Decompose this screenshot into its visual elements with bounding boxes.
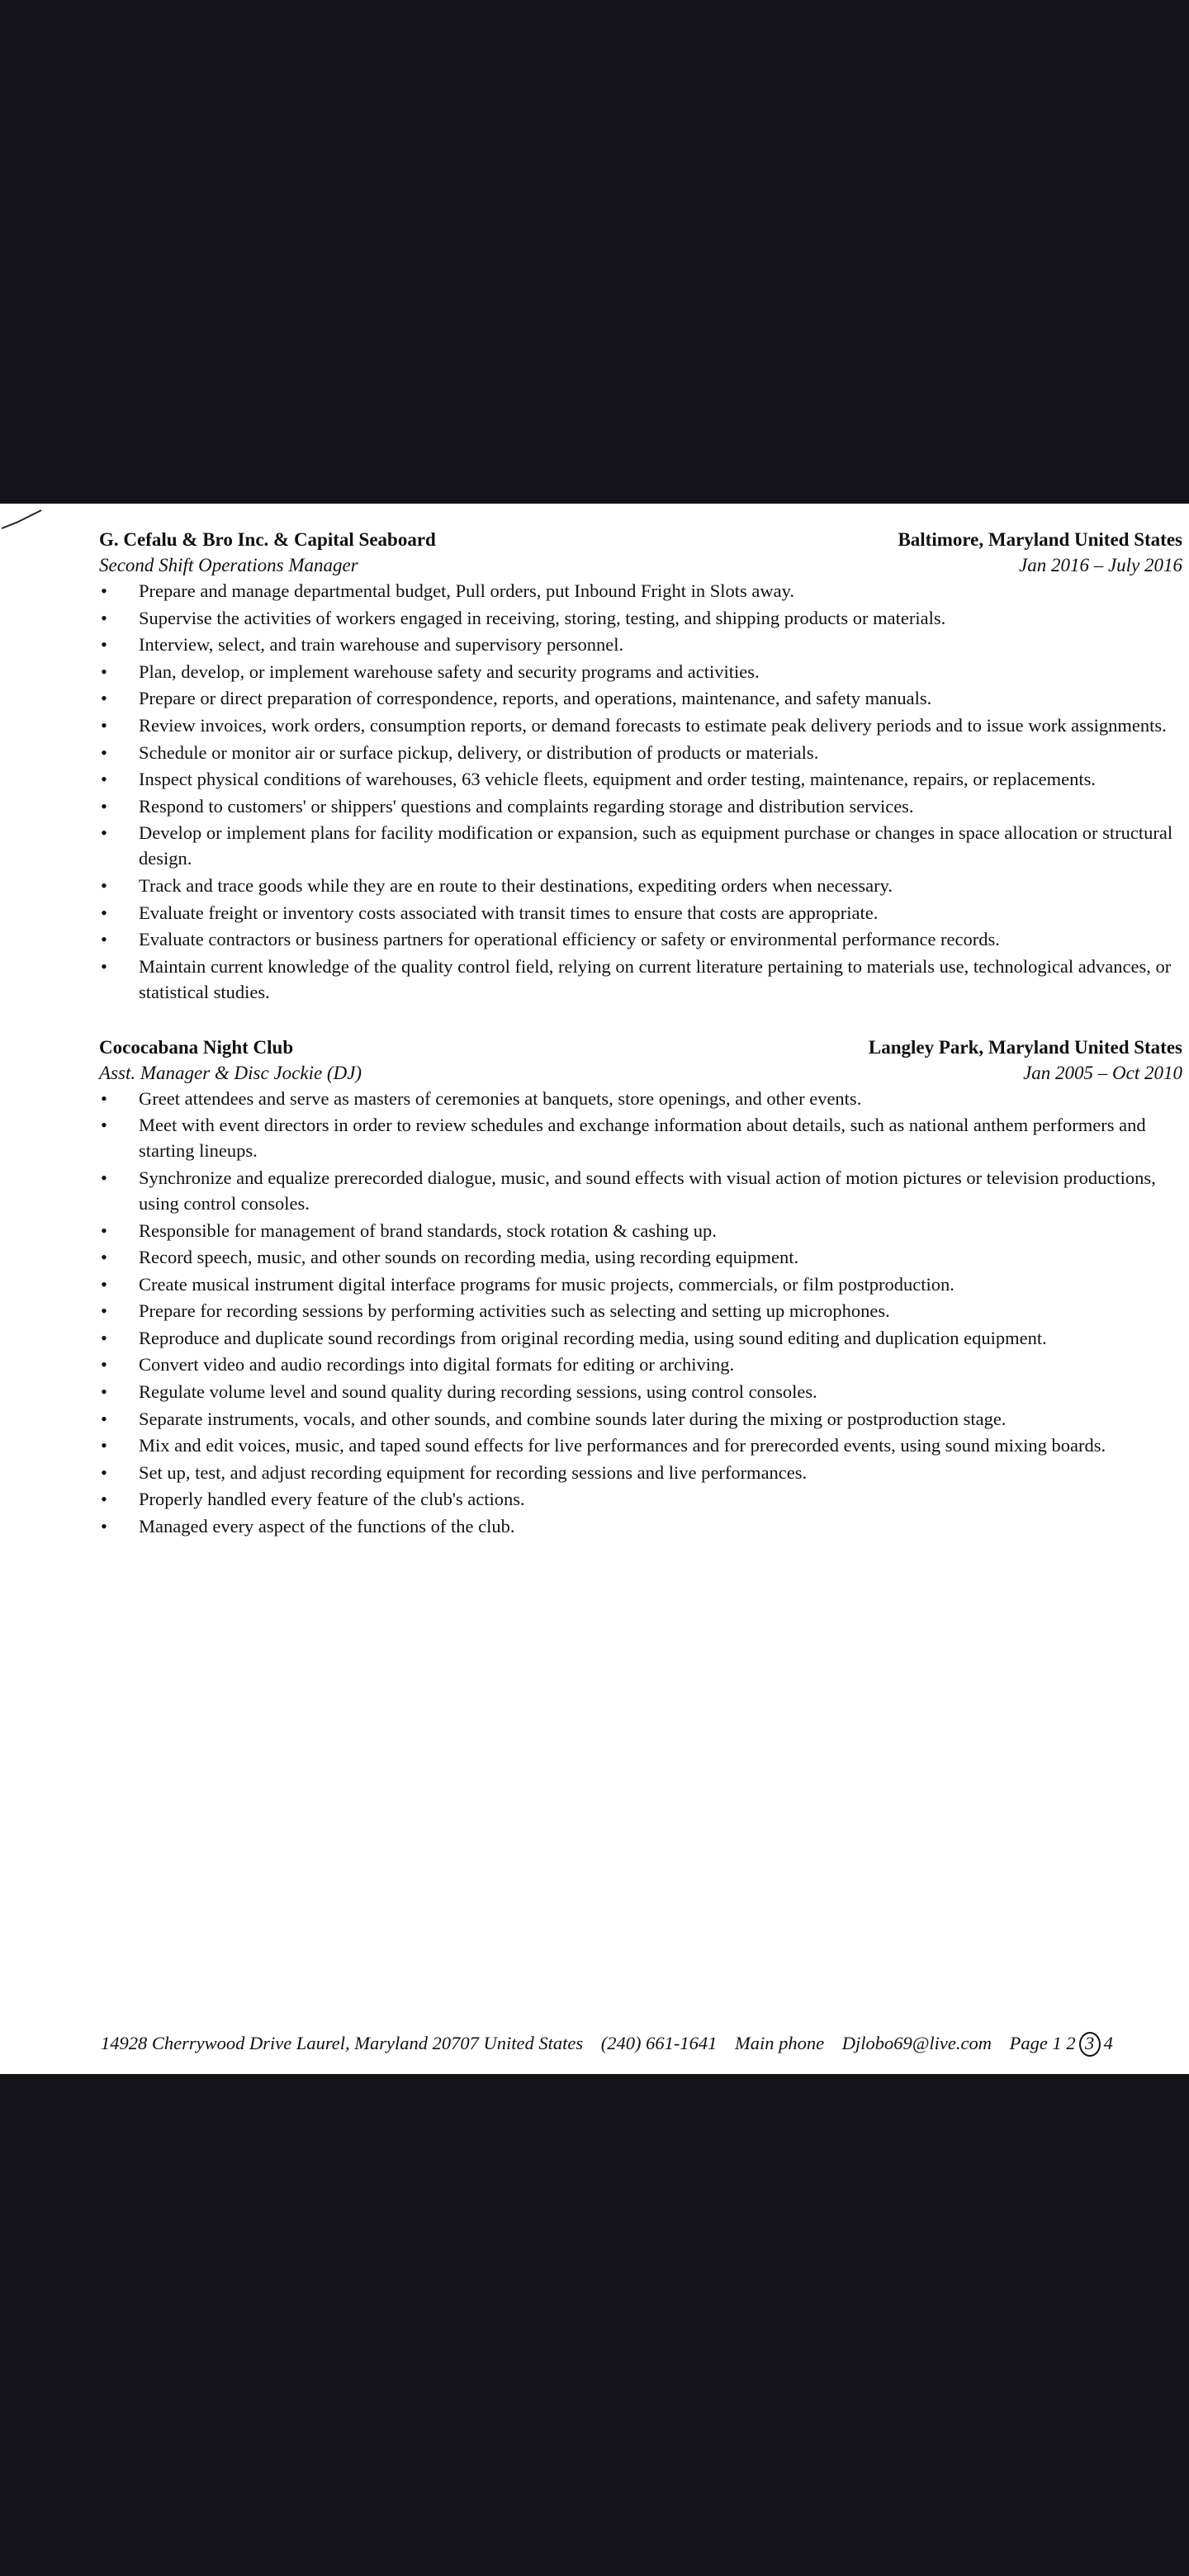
duty-item <box>99 1298 1182 1324</box>
bullet-icon: • <box>101 1516 107 1537</box>
dark-background-top <box>0 0 1189 504</box>
duty-item <box>99 1165 1182 1216</box>
footer-phone-label: Main phone <box>734 2033 825 2053</box>
job-subheader <box>99 553 1182 578</box>
duty-item <box>99 713 1182 738</box>
resume-page <box>0 504 1189 2074</box>
duty-text: Plan, develop, or implement warehouse safety and security programs and activities. <box>139 661 760 682</box>
duty-item <box>99 820 1182 871</box>
bullet-icon: • <box>101 1408 107 1429</box>
duty-item <box>99 1486 1182 1512</box>
duty-item <box>99 659 1182 684</box>
duty-text: Develop or implement plans for facility modification or expansion, such as equipment purchase or changes in space allocation or structural design. <box>139 822 1173 869</box>
duty-text: Inspect physical conditions of warehouses, 63 vehicle fleets, equipment and order testing, maintenance, repairs, or replacements. <box>139 769 1096 790</box>
job-dates: Jan 2016 – July 2016 <box>1018 555 1182 575</box>
duty-item <box>99 954 1182 1005</box>
duty-item <box>99 578 1182 604</box>
bullet-icon: • <box>101 1300 107 1322</box>
duties-list <box>99 1086 1182 1539</box>
duty-text: Create musical instrument digital interface programs for music projects, commercials, or film postproduction. <box>139 1273 955 1295</box>
page-footer <box>101 2031 1189 2057</box>
job-location: Langley Park, Maryland United States <box>868 1036 1182 1058</box>
duty-item <box>99 605 1182 631</box>
duty-item <box>99 685 1182 711</box>
job-subheader <box>99 1061 1182 1086</box>
footer-page-2: 2 <box>1066 2033 1076 2053</box>
bullet-icon: • <box>101 1167 107 1188</box>
bullet-icon: • <box>101 874 107 896</box>
duty-text: Schedule or monitor air or surface pickup, delivery, or distribution of products or materials. <box>139 741 819 763</box>
bullet-icon: • <box>101 1087 107 1109</box>
footer-address: 14928 Cherrywood Drive Laurel, Maryland 20707 United States <box>101 2033 584 2053</box>
job-entry-cefalu <box>99 527 1182 1005</box>
footer-email: Djlobo69@live.com <box>841 2033 992 2053</box>
bullet-icon: • <box>101 607 107 628</box>
duty-item <box>99 1352 1182 1377</box>
duty-text: Synchronize and equalize prerecorded dialogue, music, and sound effects with visual action of motion pictures or television productions, using control consoles. <box>139 1167 1156 1214</box>
duty-text: Track and trace goods while they are en route to their destinations, expediting orders when necessary. <box>139 874 893 896</box>
duty-item <box>99 1460 1182 1485</box>
bullet-icon: • <box>101 822 107 844</box>
bullet-icon: • <box>101 1219 107 1241</box>
duty-text: Respond to customers' or shippers' questions and complaints regarding storage and distribution services. <box>139 795 914 817</box>
duty-text: Record speech, music, and other sounds on recording media, using recording equipment. <box>139 1247 799 1268</box>
duty-text: Maintain current knowledge of the quality control field, relying on current literature pertaining to materials use, technological advances, or statistical studies. <box>139 955 1172 1002</box>
footer-current-page: 3 <box>1079 2032 1101 2057</box>
bullet-icon: • <box>101 769 107 790</box>
duty-item <box>99 1271 1182 1297</box>
duty-text: Properly handled every feature of the club's actions. <box>139 1489 525 1510</box>
duty-text: Prepare for recording sessions by performing activities such as selecting and setting up microphones. <box>139 1300 890 1322</box>
job-entry-cococabana <box>99 1035 1182 1539</box>
duty-text: Managed every aspect of the functions of the club. <box>139 1516 515 1537</box>
duty-item <box>99 1325 1182 1351</box>
duty-text: Responsible for management of brand standards, stock rotation & cashing up. <box>139 1219 717 1241</box>
footer-phone: (240) 661-1641 <box>600 2033 718 2053</box>
duty-text: Convert video and audio recordings into digital formats for editing or archiving. <box>139 1354 735 1376</box>
job-header <box>99 1035 1182 1061</box>
duty-text: Separate instruments, vocals, and other sounds, and combine sounds later during the mixing or postproduction stage. <box>139 1408 1007 1429</box>
duty-text: Evaluate freight or inventory costs associated with transit times to ensure that costs are appropriate. <box>139 902 879 923</box>
job-location: Baltimore, Maryland United States <box>898 529 1182 550</box>
duty-item <box>99 1432 1182 1458</box>
duty-item <box>99 926 1182 952</box>
bullet-icon: • <box>101 580 107 601</box>
duty-text: Regulate volume level and sound quality during recording sessions, using control consoles. <box>139 1381 817 1403</box>
duty-text: Mix and edit voices, music, and taped sound effects for live performances and for prerecorded events, using sound mixing boards. <box>139 1435 1106 1456</box>
bullet-icon: • <box>101 741 107 763</box>
duty-item <box>99 1379 1182 1404</box>
duty-item <box>99 793 1182 819</box>
duty-item <box>99 632 1182 657</box>
bullet-icon: • <box>101 1461 107 1483</box>
duty-item <box>99 766 1182 792</box>
bullet-icon: • <box>101 1327 107 1348</box>
duty-text: Prepare and manage departmental budget, Pull orders, put Inbound Fright in Slots away. <box>139 580 794 601</box>
duty-item <box>99 740 1182 765</box>
job-title: Second Shift Operations Manager <box>99 555 358 575</box>
duty-item <box>99 1112 1182 1163</box>
duty-item <box>99 900 1182 926</box>
company-name: G. Cefalu & Bro Inc. & Capital Seaboard <box>99 529 436 550</box>
duty-item <box>99 1244 1182 1270</box>
duty-text: Prepare or direct preparation of correspondence, reports, and operations, maintenance, and safety manuals. <box>139 688 932 709</box>
bullet-icon: • <box>101 1115 107 1136</box>
bullet-icon: • <box>101 795 107 817</box>
duty-text: Supervise the activities of workers engaged in receiving, storing, testing, and shipping products or materials. <box>139 607 946 628</box>
duty-text: Greet attendees and serve as masters of ceremonies at banquets, store openings, and other events. <box>139 1087 862 1109</box>
job-dates: Jan 2005 – Oct 2010 <box>1023 1062 1182 1083</box>
experience-section <box>99 527 1182 1569</box>
footer-page-label: Page 1 <box>1009 2033 1062 2053</box>
bullet-icon: • <box>101 955 107 977</box>
duty-text: Interview, select, and train warehouse and supervisory personnel. <box>139 634 624 656</box>
duty-item <box>99 1218 1182 1243</box>
duty-text: Evaluate contractors or business partners for operational efficiency or safety or environmental performance records. <box>139 929 1000 950</box>
duty-item <box>99 1513 1182 1539</box>
bullet-icon: • <box>101 1435 107 1456</box>
bullet-icon: • <box>101 1354 107 1376</box>
bullet-icon: • <box>101 714 107 736</box>
pen-mark <box>0 504 50 537</box>
duty-text: Set up, test, and adjust recording equipment for recording sessions and live performances. <box>139 1461 808 1483</box>
job-header <box>99 527 1182 553</box>
duties-list <box>99 578 1182 1005</box>
duty-item <box>99 1406 1182 1432</box>
duty-item <box>99 1086 1182 1111</box>
duty-text: Review invoices, work orders, consumption reports, or demand forecasts to estimate peak delivery periods and to issue work assignments. <box>139 714 1167 736</box>
dark-background-bottom <box>0 2074 1189 2576</box>
bullet-icon: • <box>101 688 107 709</box>
bullet-icon: • <box>101 634 107 656</box>
bullet-icon: • <box>101 1273 107 1295</box>
bullet-icon: • <box>101 902 107 923</box>
duty-item <box>99 873 1182 898</box>
company-name: Cococabana Night Club <box>99 1036 294 1058</box>
job-title: Asst. Manager & Disc Jockie (DJ) <box>99 1062 362 1083</box>
duty-text: Meet with event directors in order to review schedules and exchange information about details, such as national anthem performers and starting lineups. <box>139 1115 1146 1162</box>
bullet-icon: • <box>101 1247 107 1268</box>
bullet-icon: • <box>101 661 107 682</box>
bullet-icon: • <box>101 1381 107 1403</box>
bullet-icon: • <box>101 1489 107 1510</box>
duty-text: Reproduce and duplicate sound recordings from original recording media, using sound editing and duplication equipment. <box>139 1327 1047 1348</box>
bullet-icon: • <box>101 929 107 950</box>
footer-page-4: 4 <box>1103 2033 1113 2053</box>
